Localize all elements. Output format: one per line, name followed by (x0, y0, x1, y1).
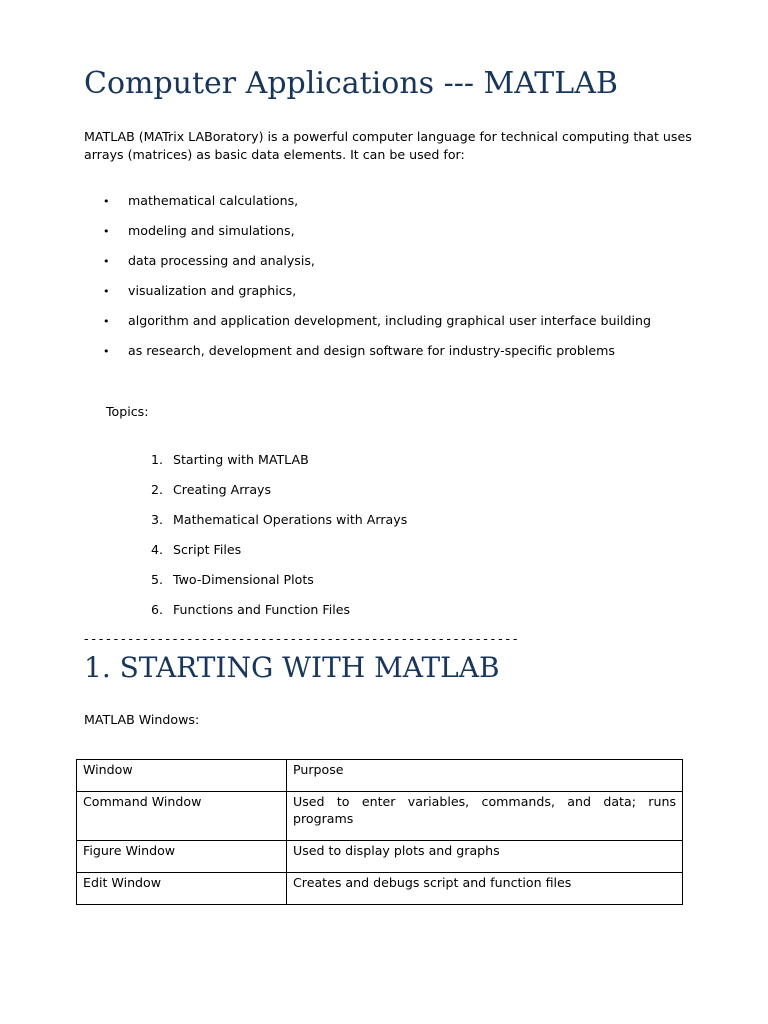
bullet-icon: • (103, 285, 110, 298)
list-item-text: data processing and analysis, (128, 253, 315, 268)
table-row (77, 792, 683, 841)
topic-text: Creating Arrays (173, 482, 272, 497)
table-cell: Creates and debugs script and function files (287, 873, 683, 905)
list-item-text: visualization and graphics, (128, 283, 297, 298)
list-item-text: as research, development and design software for industry-specific problems (128, 343, 615, 358)
topic-text: Script Files (173, 542, 242, 557)
topic-number: 5. (151, 572, 164, 587)
section-title: 1. STARTING WITH MATLAB (84, 651, 500, 684)
list-item-text: mathematical calculations, (128, 193, 299, 208)
page-title: Computer Applications --- MATLAB (84, 66, 618, 101)
list-item-text: algorithm and application development, including graphical user interface building (128, 313, 651, 328)
table-cell: Used to display plots and graphs (287, 841, 683, 873)
topic-text: Functions and Function Files (173, 602, 351, 617)
table-cell: Figure Window (77, 841, 287, 873)
topic-number: 4. (151, 542, 164, 557)
topic-text: Two-Dimensional Plots (173, 572, 314, 587)
topic-number: 1. (151, 452, 164, 467)
topic-number: 6. (151, 602, 164, 617)
table-cell: Used to enter variables, commands, and data; runs programs (287, 792, 683, 841)
bullet-icon: • (103, 225, 110, 238)
topic-text: Starting with MATLAB (173, 452, 309, 467)
table-row (77, 873, 683, 905)
topics-label: Topics: (106, 404, 149, 419)
table-header-row (77, 760, 683, 792)
table-header-cell: Window (77, 760, 287, 792)
topic-number: 3. (151, 512, 164, 527)
windows-label: MATLAB Windows: (84, 712, 200, 727)
table-header-cell: Purpose (287, 760, 683, 792)
intro-paragraph: MATLAB (MATrix LABoratory) is a powerful computer language for technical computing that uses arrays (matrices) as basic data elements. It can be used for: (84, 129, 692, 162)
list-item-text: modeling and simulations, (128, 223, 295, 238)
section-separator: ----------------------------------------------------------- (84, 631, 521, 646)
table-cell: Command Window (77, 792, 287, 841)
bullet-icon: • (103, 315, 110, 328)
bullet-icon: • (103, 255, 110, 268)
topic-number: 2. (151, 482, 164, 497)
bullet-icon: • (103, 195, 110, 208)
table-cell: Edit Window (77, 873, 287, 905)
windows-table (76, 759, 683, 905)
topic-text: Mathematical Operations with Arrays (173, 512, 408, 527)
table-row (77, 841, 683, 873)
bullet-icon: • (103, 345, 110, 358)
